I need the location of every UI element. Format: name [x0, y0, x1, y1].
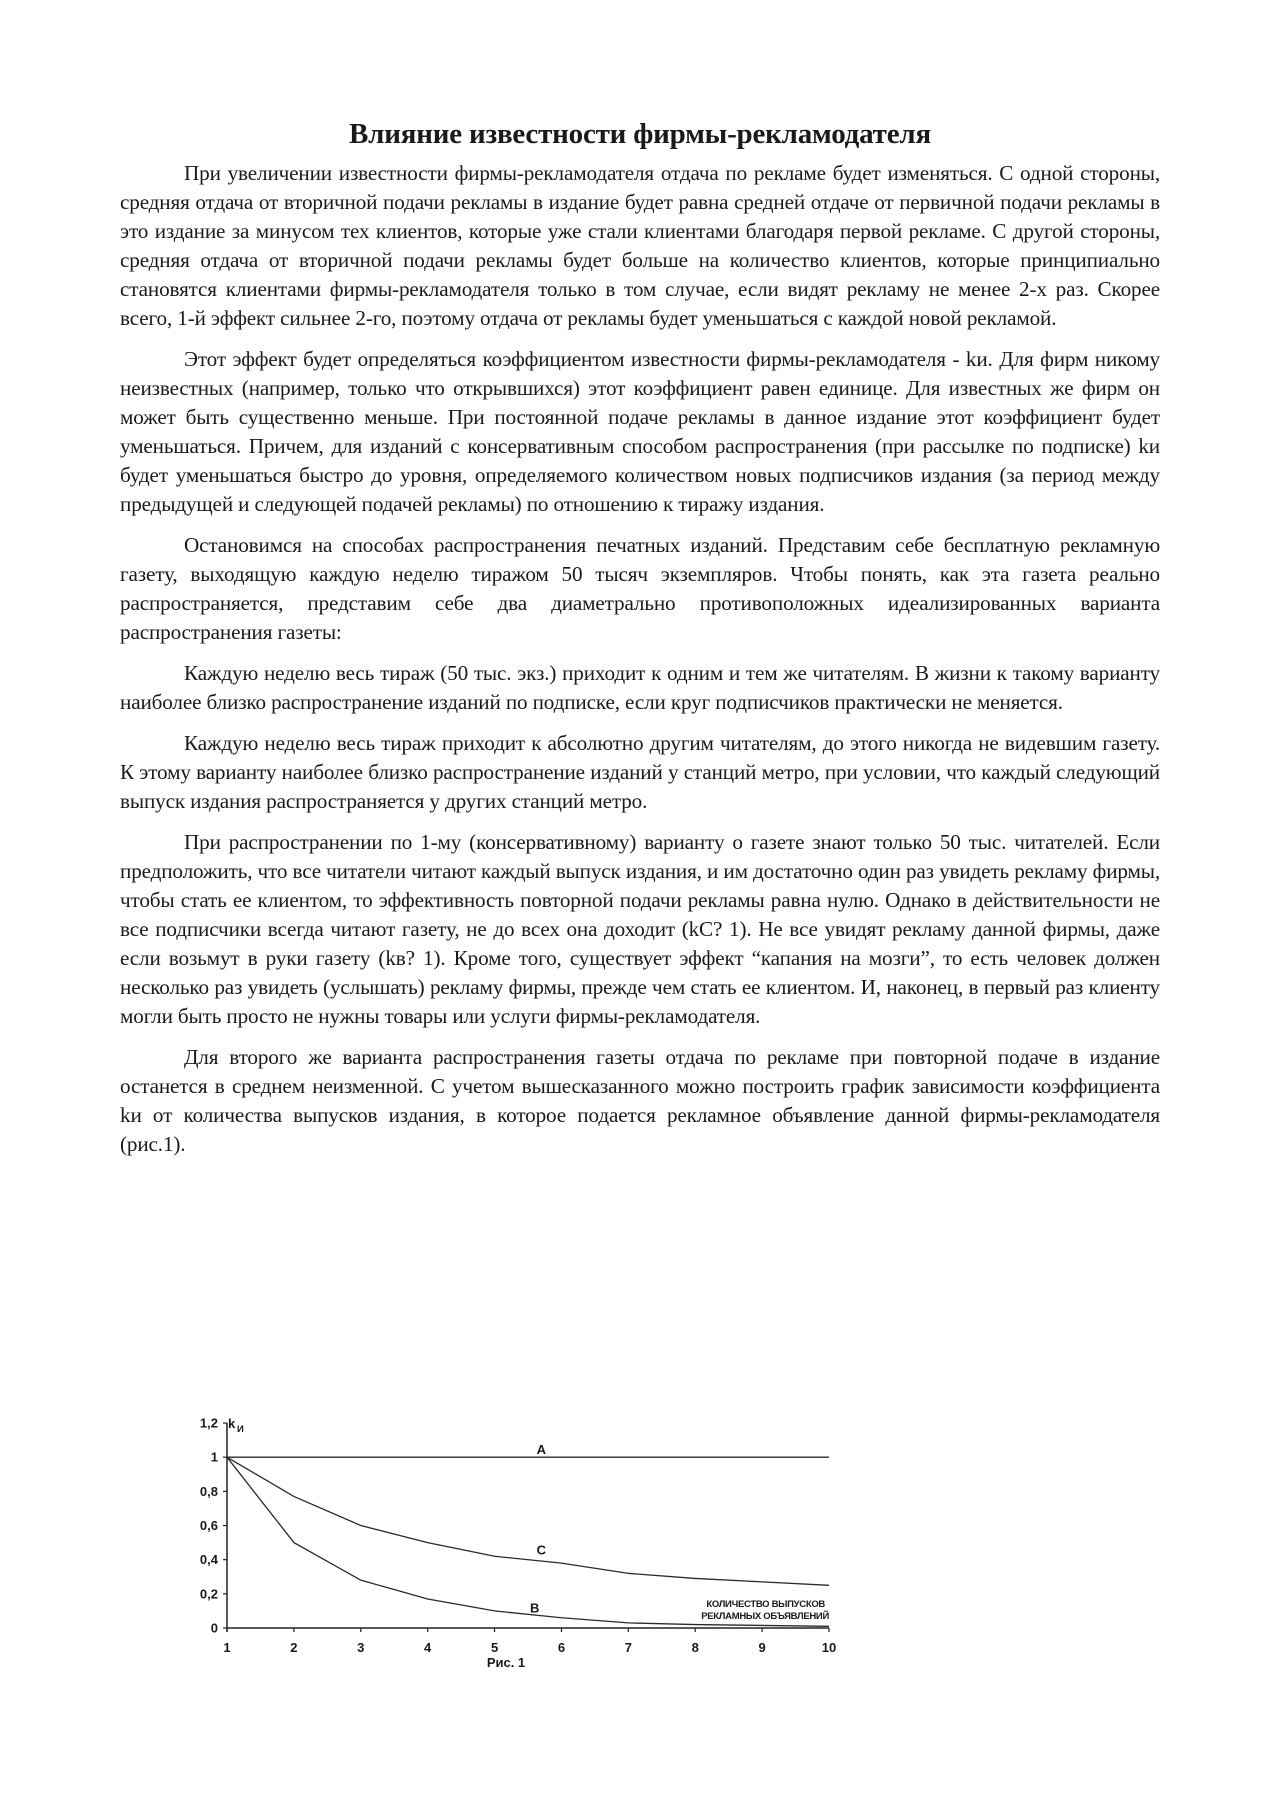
x-tick-label: 6 [557, 1640, 566, 1655]
document-page [120, 118, 1160, 1171]
series-label-c: C [536, 1542, 547, 1558]
x-tick-label: 8 [691, 1640, 699, 1655]
y-tick-label: 1 [210, 1449, 218, 1465]
x-tick-label: 7 [624, 1640, 632, 1655]
y-tick-label: 0,8 [199, 1483, 218, 1499]
figure-caption: Рис. 1 [486, 1655, 526, 1670]
y-axis-title: k [228, 1416, 236, 1431]
y-tick-label: 0,4 [199, 1552, 218, 1568]
x-tick-label: 2 [290, 1640, 298, 1655]
x-axis-title-line-1: КОЛИЧЕСТВО ВЫПУСКОВ [706, 1599, 825, 1610]
series-line-c [227, 1457, 829, 1585]
y-axis-title-subscript: И [237, 1424, 244, 1435]
figure-chart [170, 1405, 870, 1705]
x-axis-title-line-2: РЕКЛАМНЫХ ОБЪЯВЛЕНИЙ [701, 1611, 829, 1622]
y-tick-label: 0 [210, 1620, 218, 1636]
y-tick-label: 0,2 [199, 1586, 218, 1602]
series-label-a: A [536, 1441, 547, 1457]
paragraph-7: Для второго же варианта распространения газеты отдача по рекламе при повторной подаче в издание останется в среднем неизменной. С учетом вышесказанного можно построить график зависимости коэффициента kи от количества выпусков издания, в которое подается рекламное объявление данной фирмы-рекламодателя (рис.1). [120, 1045, 1160, 1156]
line-chart [170, 1405, 870, 1705]
y-tick-label: 1,2 [199, 1415, 218, 1431]
paragraph-2: Этот эффект будет определяться коэффициентом известности фирмы-рекламодателя - kи. Для фирм никому неизвестных (например, только что открывшихся) этот коэффициент равен единице. Для известных же фирм он может быть существенно меньше. При постоянной подаче рекламы в данное издание этот коэффициент будет уменьшаться. Причем, для изданий с консервативным способом распространения (при рассылке по подписке) kи будет уменьшаться быстро до уровня, определяемого количеством новых подписчиков издания (за период между предыдущей и следующей подачей рекламы) по отношению к тиражу издания. [120, 347, 1160, 516]
x-tick-label: 5 [490, 1640, 499, 1655]
paragraph-5: Каждую неделю весь тираж приходит к абсолютно другим читателям, до этого никогда не видевшим газету. К этому варианту наиболее близко распространение изданий у станций метро, при условии, что каждый следующий выпуск издания распространяется у других станций метро. [120, 731, 1160, 813]
x-tick-label: 3 [357, 1640, 365, 1655]
series-label-b: B [529, 1600, 540, 1616]
paragraph-3: Остановимся на способах распространения печатных изданий. Представим себе бесплатную рекламную газету, выходящую каждую неделю тиражом 50 тысяч экземпляров. Чтобы понять, как эта газета реально распространяется, представим себе два диаметрально противоположных идеализированных варианта распространения газеты: [120, 533, 1160, 644]
paragraph-4: Каждую неделю весь тираж (50 тыс. экз.) приходит к одним и тем же читателям. В жизни к такому варианту наиболее близко распространение изданий по подписке, если круг подписчиков практически не меняется. [120, 661, 1160, 714]
x-tick-label: 10 [821, 1640, 837, 1655]
x-tick-label: 4 [424, 1640, 432, 1655]
paragraph-1: При увеличении известности фирмы-рекламодателя отдача по рекламе будет изменяться. С одной стороны, средняя отдача от вторичной подачи рекламы в издание будет равна средней отдаче от первичной подачи рекламы в это издание за минусом тех клиентов, которые уже стали клиентами благодаря первой рекламе. С другой стороны, средняя отдача от вторичной подачи рекламы будет больше на количество клиентов, которые принципиально становятся клиентами фирмы-рекламодателя только в том случае, если видят рекламу не менее 2-х раз. Скорее всего, 1-й эффект сильнее 2-го, поэтому отдача от рекламы будет уменьшаться с каждой новой рекламой. [120, 161, 1160, 330]
y-tick-label: 0,6 [199, 1518, 218, 1533]
x-tick-label: 1 [223, 1640, 231, 1655]
x-tick-label: 9 [758, 1640, 766, 1655]
document-title: Влияние известности фирмы-рекламодателя [349, 118, 931, 150]
paragraph-6: При распространении по 1-му (консервативному) варианту о газете знают только 50 тыс. читателей. Если предположить, что все читатели читают каждый выпуск издания, и им достаточно один раз увидеть рекламу фирмы, чтобы стать ее клиентом, то эффективность повторной подачи рекламы равна нулю. Однако в действительности не все подписчики всегда читают газету, не до всех она доходит (kС? 1). Не все увидят рекламу данной фирмы, даже если возьмут в руки газету (kв? 1). Кроме того, существует эффект “капания на мозги”, то есть человек должен несколько раз увидеть (услышать) рекламу фирмы, прежде чем стать ее клиентом. И, наконец, в первый раз клиенту могли быть просто не нужны товары или услуги фирмы-рекламодателя. [120, 830, 1160, 1028]
